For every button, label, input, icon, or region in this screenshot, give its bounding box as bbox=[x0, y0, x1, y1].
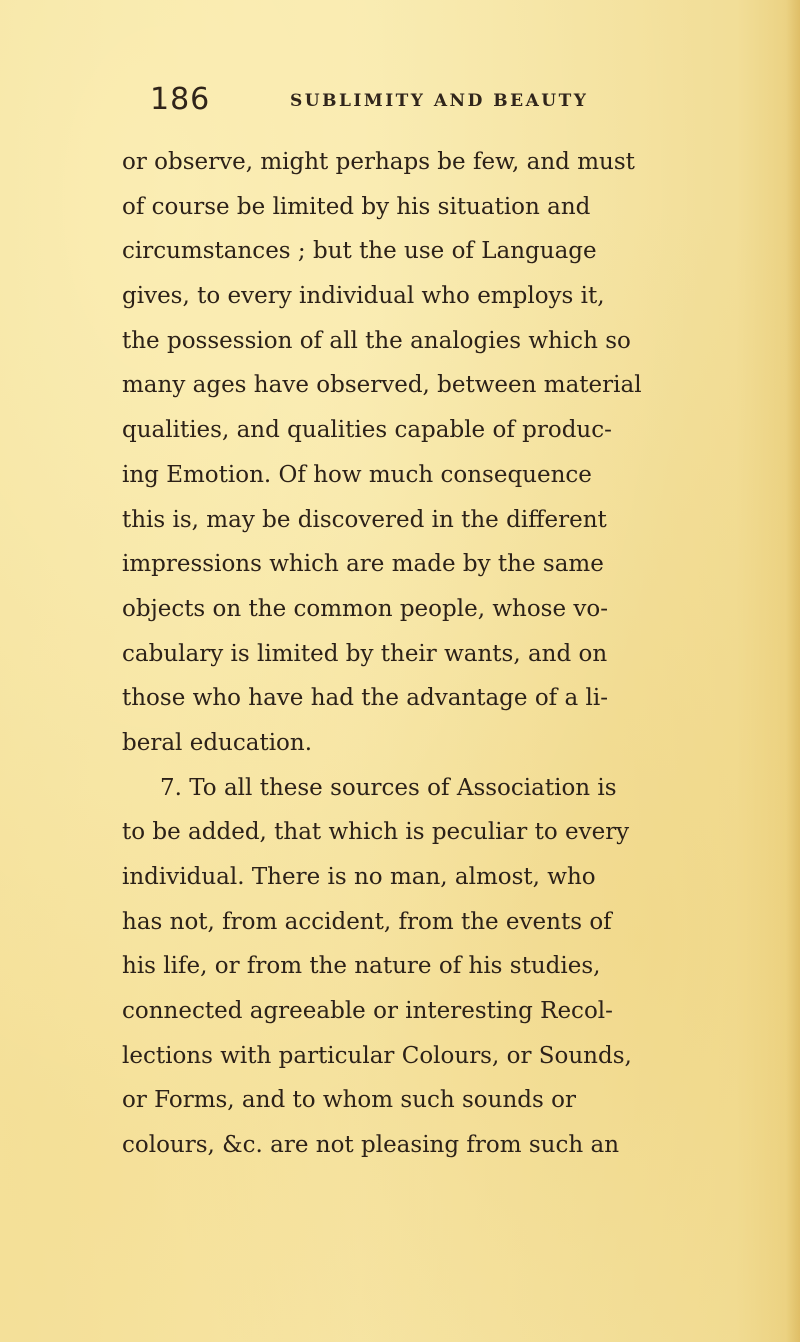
text-line: gives, to every individual who employs it, bbox=[122, 283, 605, 310]
text-line: this is, may be discovered in the different bbox=[122, 506, 607, 533]
text-line: to be added, that which is peculiar to every bbox=[122, 819, 630, 846]
text-line: beral education. bbox=[122, 729, 313, 756]
running-title: SUBLIMITY AND BEAUTY bbox=[290, 91, 589, 111]
text-line: lections with particular Colours, or Sounds, bbox=[122, 1042, 632, 1069]
text-line: has not, from accident, from the events of bbox=[122, 908, 612, 935]
text-line: his life, or from the nature of his studies, bbox=[122, 953, 601, 980]
text-line: impressions which are made by the same bbox=[122, 551, 604, 578]
text-line: cabulary is limited by their wants, and on bbox=[122, 640, 608, 667]
text-line: many ages have observed, between material bbox=[122, 372, 642, 399]
running-head bbox=[150, 82, 750, 122]
page-edge-shadow bbox=[786, 0, 800, 1342]
text-line: those who have had the advantage of a li- bbox=[122, 685, 608, 712]
text-line: objects on the common people, whose vo- bbox=[122, 595, 608, 622]
text-line: or observe, might perhaps be few, and must bbox=[122, 149, 635, 175]
text-line: connected agreeable or interesting Recol- bbox=[122, 998, 613, 1025]
text-line: or Forms, and to whom such sounds or bbox=[122, 1087, 576, 1114]
text-line: colours, &c. are not pleasing from such an bbox=[122, 1132, 620, 1159]
text-line: ing Emotion. Of how much consequence bbox=[122, 461, 592, 488]
page-number: 186 bbox=[150, 82, 211, 117]
text-line: the possession of all the analogies which so bbox=[122, 327, 631, 354]
section-7-first-line: 7. To all these sources of Association is bbox=[160, 774, 617, 801]
text-line: qualities, and qualities capable of produc- bbox=[122, 417, 612, 444]
text-line: individual. There is no man, almost, who bbox=[122, 864, 596, 890]
text-line: of course be limited by his situation and bbox=[122, 193, 591, 220]
body-text bbox=[122, 140, 762, 1300]
text-line: circumstances ; but the use of Language bbox=[122, 238, 597, 265]
